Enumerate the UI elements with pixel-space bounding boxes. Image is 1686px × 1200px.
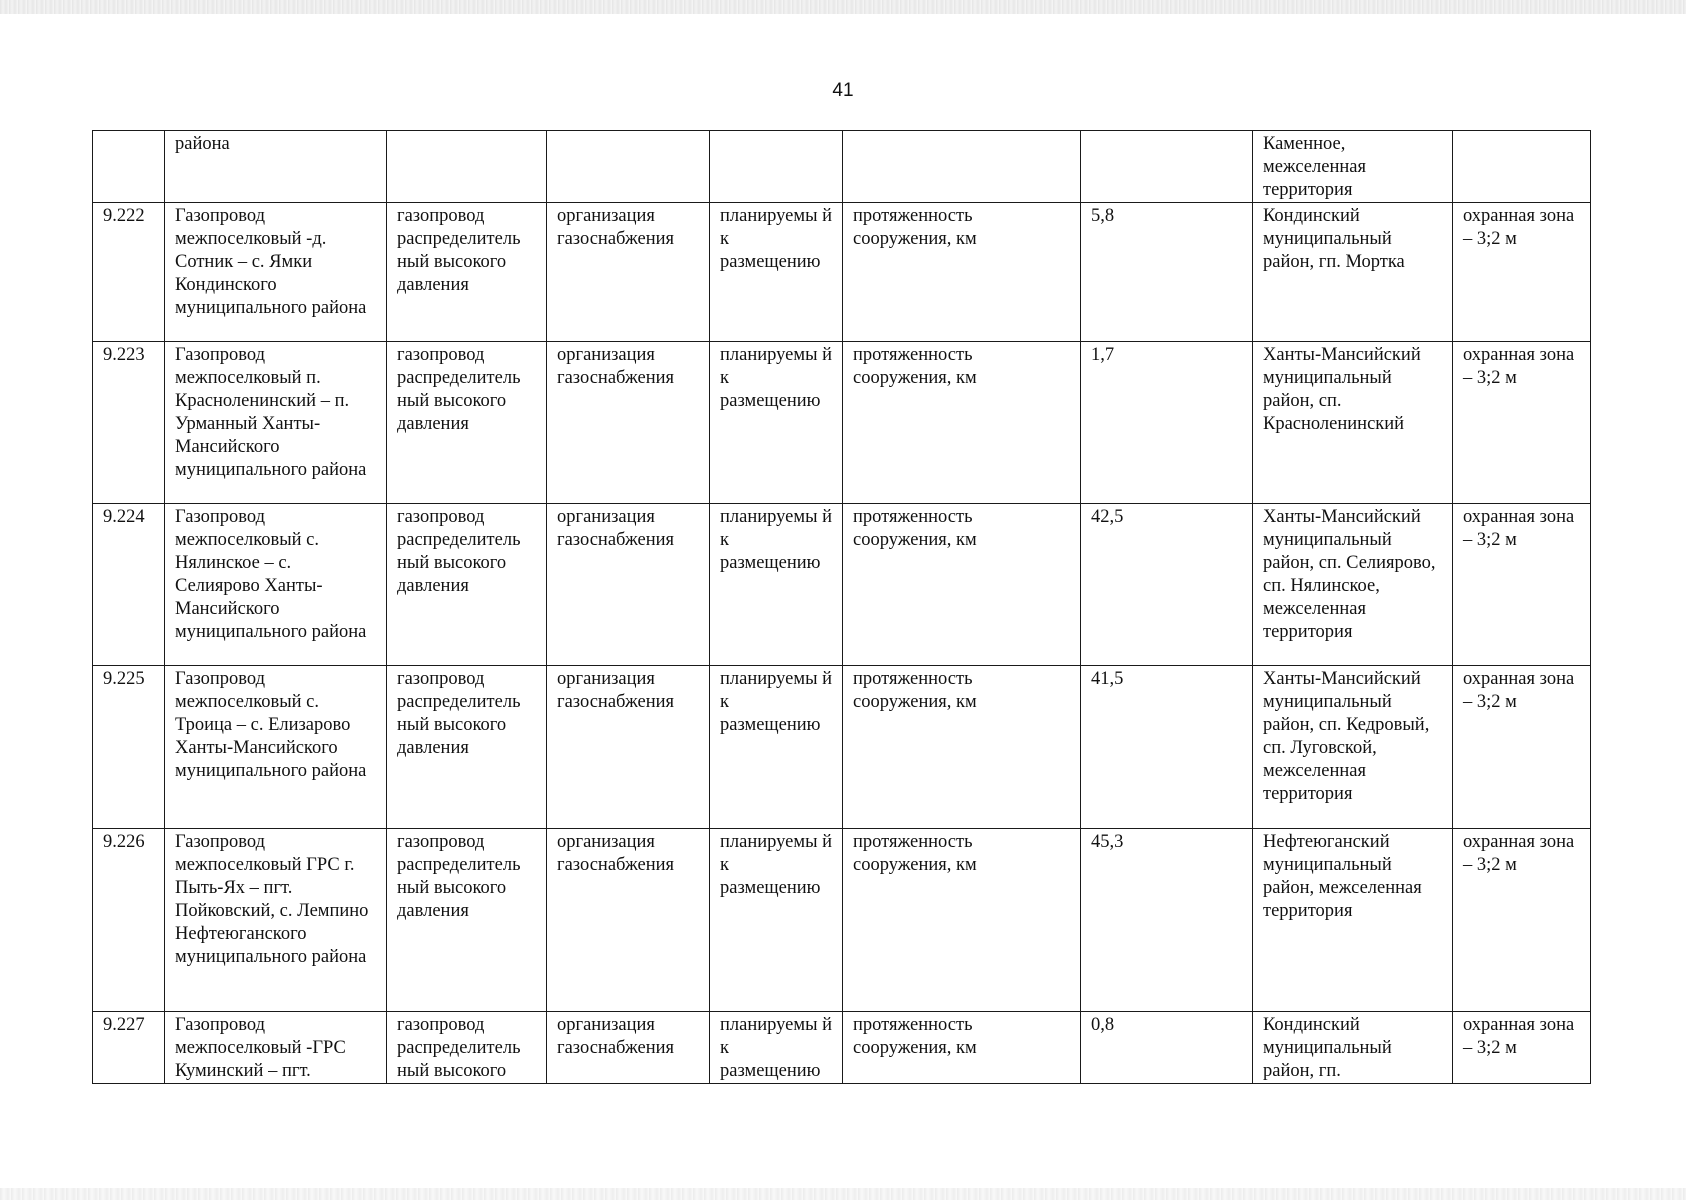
characteristic-cell: протяженность сооружения, км <box>843 203 1081 342</box>
restriction-zone-cell: охранная зона – 3;2 м <box>1453 203 1591 342</box>
restriction-zone-cell: охранная зона – 3;2 м <box>1453 666 1591 829</box>
location-cell: Кондинский муниципальный район, гп. Мортка <box>1253 203 1453 342</box>
object-type-cell: газопровод распределитель ный высокого давления <box>387 666 547 829</box>
object-type-cell: газопровод распределитель ный высокого давления <box>387 203 547 342</box>
object-name-cell: Газопровод межпоселковый п. Красноленинский – п. Урманный Ханты-Мансийского муниципального района <box>165 342 387 504</box>
status-cell: планируемы й к размещению <box>710 1012 843 1084</box>
value-cell: 41,5 <box>1081 666 1253 829</box>
gas-pipeline-table <box>92 130 1591 1084</box>
row-number-cell: 9.222 <box>93 203 165 342</box>
restriction-zone-cell <box>1453 131 1591 203</box>
table-row <box>93 203 1591 342</box>
row-number-cell: 9.223 <box>93 342 165 504</box>
object-type-cell: газопровод распределитель ный высокого давления <box>387 342 547 504</box>
location-cell: Кондинский муниципальный район, гп. <box>1253 1012 1453 1084</box>
status-cell: планируемы й к размещению <box>710 342 843 504</box>
row-number-cell: 9.226 <box>93 829 165 1012</box>
row-number-cell <box>93 131 165 203</box>
characteristic-cell: протяженность сооружения, км <box>843 504 1081 666</box>
object-name-cell: Газопровод межпоселковый с. Троица – с. Елизарово Ханты-Мансийского муниципального района <box>165 666 387 829</box>
table-row <box>93 342 1591 504</box>
value-cell <box>1081 131 1253 203</box>
characteristic-cell: протяженность сооружения, км <box>843 342 1081 504</box>
purpose-cell: организация газоснабжения <box>547 203 710 342</box>
location-cell: Ханты-Мансийский муниципальный район, сп. Селиярово, сп. Нялинское, межселенная территория <box>1253 504 1453 666</box>
restriction-zone-cell: охранная зона – 3;2 м <box>1453 829 1591 1012</box>
characteristic-cell <box>843 131 1081 203</box>
object-type-cell: газопровод распределитель ный высокого <box>387 1012 547 1084</box>
table-row <box>93 504 1591 666</box>
table-row <box>93 131 1591 203</box>
scan-edge-top <box>0 0 1686 14</box>
location-cell: Ханты-Мансийский муниципальный район, сп. Красноленинский <box>1253 342 1453 504</box>
scan-edge-bottom <box>0 1188 1686 1200</box>
value-cell: 1,7 <box>1081 342 1253 504</box>
purpose-cell: организация газоснабжения <box>547 666 710 829</box>
value-cell: 5,8 <box>1081 203 1253 342</box>
object-name-cell: района <box>165 131 387 203</box>
page-number: 41 <box>832 80 854 101</box>
table-row <box>93 666 1591 829</box>
status-cell <box>710 131 843 203</box>
characteristic-cell: протяженность сооружения, км <box>843 1012 1081 1084</box>
row-number-cell: 9.225 <box>93 666 165 829</box>
object-name-cell: Газопровод межпоселковый -ГРС Куминский – пгт. <box>165 1012 387 1084</box>
restriction-zone-cell: охранная зона – 3;2 м <box>1453 1012 1591 1084</box>
purpose-cell: организация газоснабжения <box>547 1012 710 1084</box>
restriction-zone-cell: охранная зона – 3;2 м <box>1453 342 1591 504</box>
object-type-cell: газопровод распределитель ный высокого давления <box>387 504 547 666</box>
location-cell: Нефтеюганский муниципальный район, межселенная территория <box>1253 829 1453 1012</box>
object-name-cell: Газопровод межпоселковый ГРС г. Пыть-Ях – пгт. Пойковский, с. Лемпино Нефтеюганского муниципального района <box>165 829 387 1012</box>
value-cell: 0,8 <box>1081 1012 1253 1084</box>
status-cell: планируемы й к размещению <box>710 203 843 342</box>
location-cell: Каменное, межселенная территория <box>1253 131 1453 203</box>
purpose-cell: организация газоснабжения <box>547 829 710 1012</box>
status-cell: планируемы й к размещению <box>710 829 843 1012</box>
location-cell: Ханты-Мансийский муниципальный район, сп. Кедровый, сп. Луговской, межселенная территория <box>1253 666 1453 829</box>
restriction-zone-cell: охранная зона – 3;2 м <box>1453 504 1591 666</box>
characteristic-cell: протяженность сооружения, км <box>843 829 1081 1012</box>
characteristic-cell: протяженность сооружения, км <box>843 666 1081 829</box>
row-number-cell: 9.227 <box>93 1012 165 1084</box>
row-number-cell: 9.224 <box>93 504 165 666</box>
table-row <box>93 829 1591 1012</box>
value-cell: 45,3 <box>1081 829 1253 1012</box>
object-type-cell: газопровод распределитель ный высокого давления <box>387 829 547 1012</box>
object-name-cell: Газопровод межпоселковый -д. Сотник – с. Ямки Кондинского муниципального района <box>165 203 387 342</box>
value-cell: 42,5 <box>1081 504 1253 666</box>
table-row <box>93 1012 1591 1084</box>
object-name-cell: Газопровод межпоселковый с. Нялинское – с. Селиярово Ханты-Мансийского муниципального района <box>165 504 387 666</box>
status-cell: планируемы й к размещению <box>710 504 843 666</box>
object-type-cell <box>387 131 547 203</box>
purpose-cell: организация газоснабжения <box>547 342 710 504</box>
status-cell: планируемы й к размещению <box>710 666 843 829</box>
purpose-cell: организация газоснабжения <box>547 504 710 666</box>
purpose-cell <box>547 131 710 203</box>
